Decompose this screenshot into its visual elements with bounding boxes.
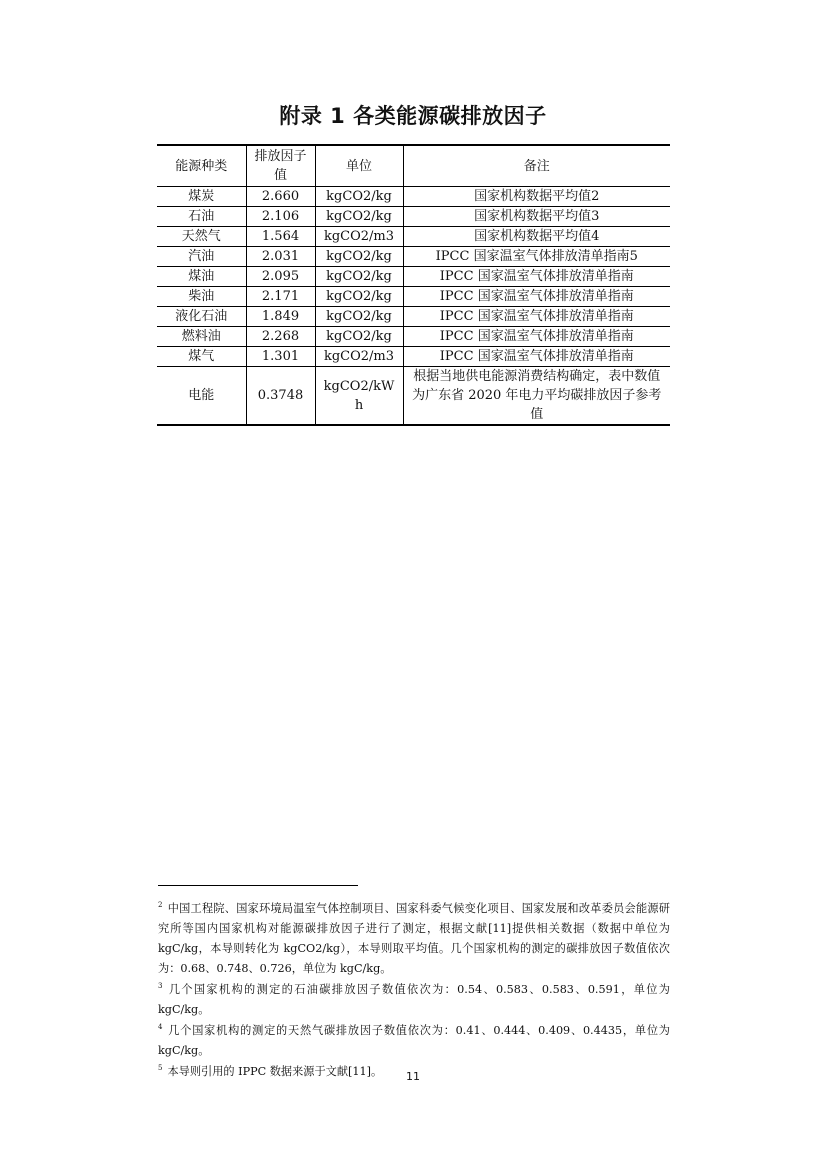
cell-energy-type: 燃料油: [157, 327, 246, 347]
footnotes: [158, 899, 670, 1083]
cell-unit: kgCO2/m3: [315, 347, 403, 367]
table-row: [157, 267, 670, 287]
footnote-mark: 5: [158, 1064, 163, 1073]
footnote-text: 几个国家机构的测定的天然气碳排放因子数值依次为：0.41、0.444、0.409、0.4435，单位为 kgC/kg。: [158, 1024, 670, 1057]
cell-remark: IPCC 国家温室气体排放清单指南: [403, 267, 670, 287]
table-row: [157, 327, 670, 347]
table-row: [157, 207, 670, 227]
cell-energy-type: 汽油: [157, 247, 246, 267]
cell-factor-value: 1.849: [246, 307, 315, 327]
cell-remark: IPCC 国家温室气体排放清单指南: [403, 307, 670, 327]
cell-factor-value: 2.171: [246, 287, 315, 307]
cell-unit: kgCO2/kg: [315, 207, 403, 227]
table-row: [157, 287, 670, 307]
cell-unit: kgCO2/kg: [315, 267, 403, 287]
cell-remark: 国家机构数据平均值3: [403, 207, 670, 227]
cell-factor-value: 0.3748: [246, 367, 315, 426]
footnote-item: [158, 899, 670, 979]
cell-factor-value: 2.031: [246, 247, 315, 267]
cell-energy-type: 电能: [157, 367, 246, 426]
header-factor-value: 排放因子值: [246, 145, 315, 187]
cell-energy-type: 液化石油: [157, 307, 246, 327]
cell-unit: kgCO2/kg: [315, 187, 403, 207]
table-row: [157, 367, 670, 426]
footnote-mark: 2: [158, 901, 163, 910]
cell-unit: kgCO2/kg: [315, 327, 403, 347]
cell-factor-value: 1.564: [246, 227, 315, 247]
cell-factor-value: 2.660: [246, 187, 315, 207]
page-number: 11: [406, 1070, 420, 1083]
cell-unit: kgCO2/kWh: [315, 367, 403, 426]
cell-remark: IPCC 国家温室气体排放清单指南: [403, 347, 670, 367]
footnote-text: 中国工程院、国家环境局温室气体控制项目、国家科委气候变化项目、国家发展和改革委员会能源研究所等国内国家机构对能源碳排放因子进行了测定，根据文献[11]提供相关数据（数据中单位为 kgC/kg，本导则转化为 kgCO2/kg），本导则取平均值。几个国家机构的测定的碳排放因子数值依次为：0.68、0.748、0.726，单位为 kgC/kg。: [158, 902, 670, 975]
footnote-item: [158, 980, 670, 1020]
cell-energy-type: 柴油: [157, 287, 246, 307]
footnote-separator: [158, 885, 358, 886]
cell-energy-type: 煤油: [157, 267, 246, 287]
cell-remark: 国家机构数据平均值4: [403, 227, 670, 247]
cell-energy-type: 煤气: [157, 347, 246, 367]
table-row: [157, 247, 670, 267]
table-row: [157, 347, 670, 367]
footnote-item: [158, 1021, 670, 1061]
cell-energy-type: 天然气: [157, 227, 246, 247]
footnote-mark: 4: [158, 1023, 163, 1032]
cell-remark: IPCC 国家温室气体排放清单指南: [403, 327, 670, 347]
table-row: [157, 187, 670, 207]
footnote-text: 本导则引用的 IPPC 数据来源于文献[11]。: [167, 1065, 383, 1078]
cell-factor-value: 2.268: [246, 327, 315, 347]
emission-factor-table: [157, 144, 670, 426]
cell-unit: kgCO2/kg: [315, 307, 403, 327]
cell-factor-value: 2.095: [246, 267, 315, 287]
cell-remark: IPCC 国家温室气体排放清单指南5: [403, 247, 670, 267]
header-unit: 单位: [315, 145, 403, 187]
cell-remark: 国家机构数据平均值2: [403, 187, 670, 207]
cell-factor-value: 1.301: [246, 347, 315, 367]
cell-remark: 根据当地供电能源消费结构确定，表中数值为广东省 2020 年电力平均碳排放因子参考值: [403, 367, 670, 426]
cell-factor-value: 2.106: [246, 207, 315, 227]
footnote-text: 几个国家机构的测定的石油碳排放因子数值依次为：0.54、0.583、0.583、0.591，单位为 kgC/kg。: [158, 983, 670, 1016]
cell-remark: IPCC 国家温室气体排放清单指南: [403, 287, 670, 307]
table-row: [157, 227, 670, 247]
cell-energy-type: 石油: [157, 207, 246, 227]
cell-unit: kgCO2/m3: [315, 227, 403, 247]
table-header-row: [157, 145, 670, 187]
cell-unit: kgCO2/kg: [315, 247, 403, 267]
table-row: [157, 307, 670, 327]
footnote-mark: 3: [158, 982, 163, 991]
page-title: 附录 1 各类能源碳排放因子: [279, 104, 547, 128]
cell-energy-type: 煤炭: [157, 187, 246, 207]
header-energy-type: 能源种类: [157, 145, 246, 187]
header-remark: 备注: [403, 145, 670, 187]
cell-unit: kgCO2/kg: [315, 287, 403, 307]
